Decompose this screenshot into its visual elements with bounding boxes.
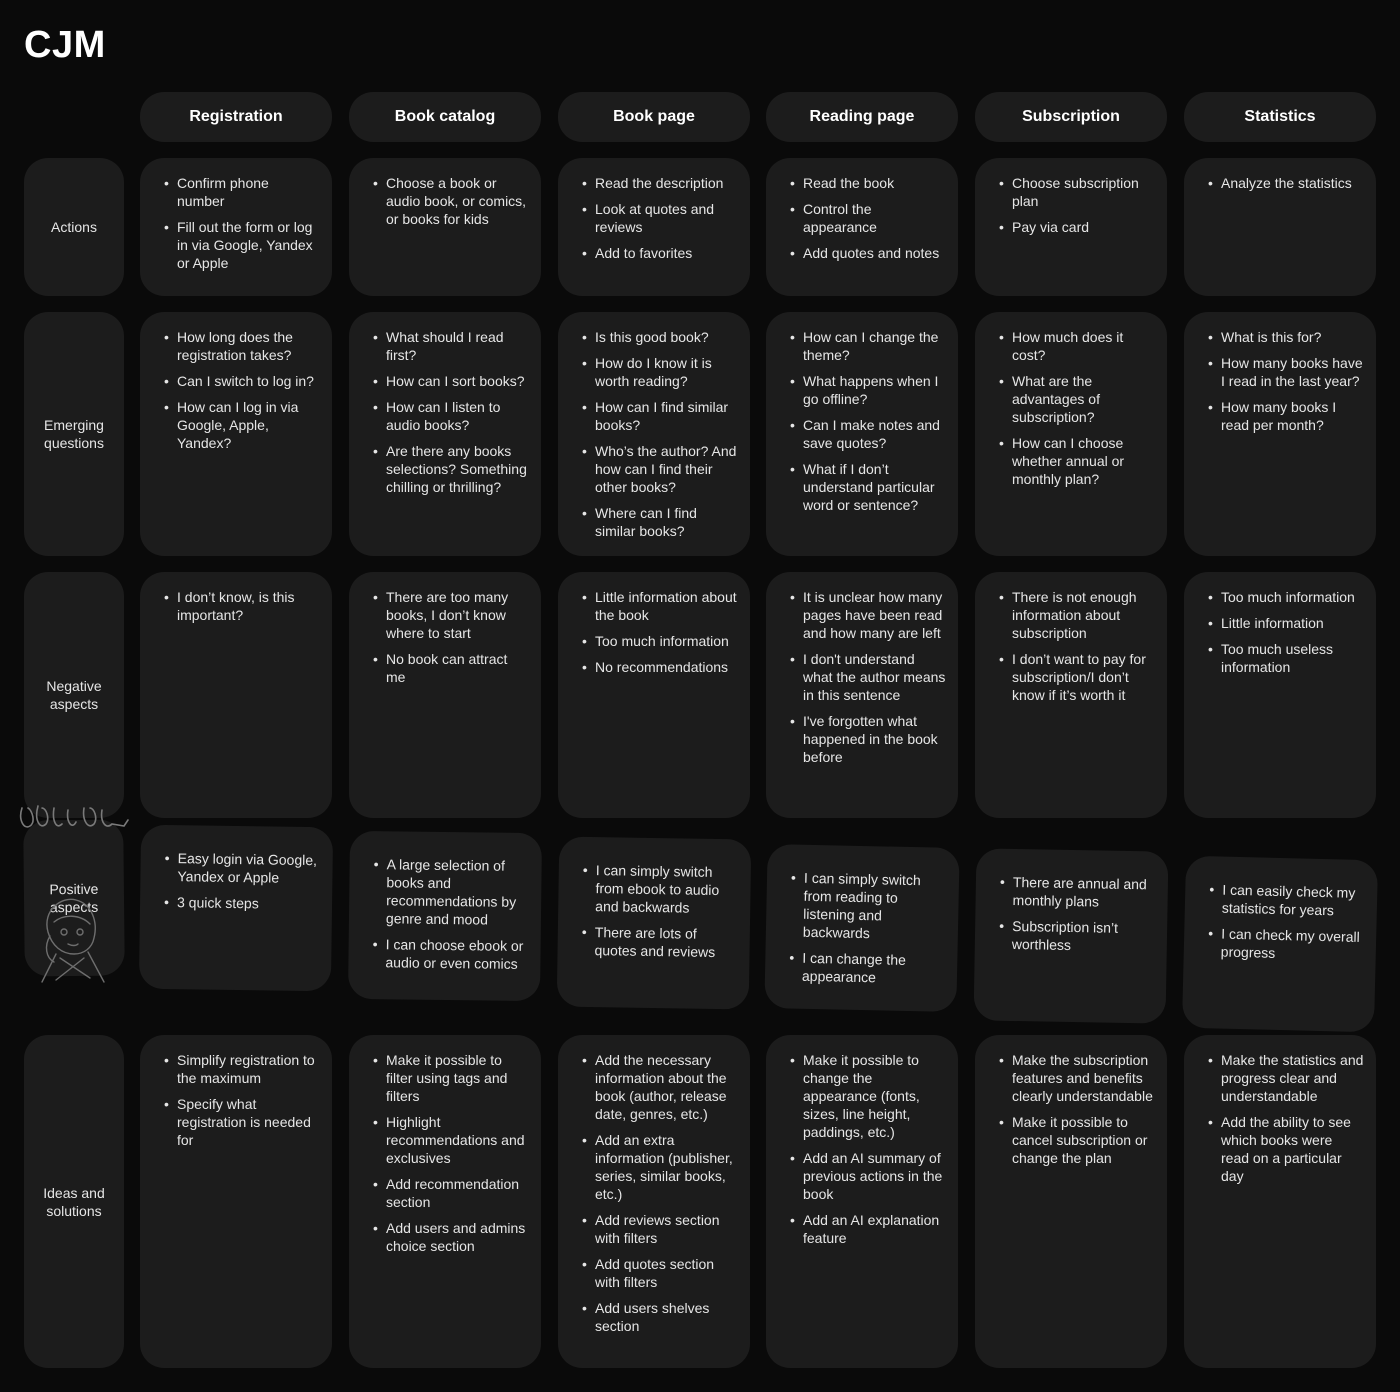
- cell-emerging-questions-registration: [140, 312, 332, 556]
- bullet-list: [1200, 880, 1366, 964]
- page-title: CJM: [24, 24, 106, 66]
- cell-negative-aspects-registration: [140, 572, 332, 818]
- cell-ideas-and-solutions-book-page: [558, 1035, 750, 1368]
- bullet-item: • Pay via card: [991, 218, 1155, 236]
- bullet-item: • There are annual and monthly plans: [991, 873, 1156, 912]
- cell-actions-book-catalog: [349, 158, 541, 296]
- bullet-item: • What happens when I go offline?: [782, 372, 946, 408]
- bullet-item: • Specify what registration is needed for: [156, 1095, 320, 1149]
- cell-negative-aspects-reading-page: [766, 572, 958, 818]
- bullet-item: • Subscription isn’t worthless: [991, 917, 1156, 956]
- bullet-list: [365, 328, 529, 496]
- bullet-item: • I can easily check my statistics for years: [1201, 880, 1366, 920]
- bullet-list: [574, 174, 738, 262]
- bullet-item: • I can choose ebook or audio or even comics: [364, 935, 528, 973]
- bullet-list: [781, 868, 947, 987]
- bullet-list: [782, 328, 946, 514]
- cell-emerging-questions-reading-page: [766, 312, 958, 556]
- bullet-item: • I can check my overall progress: [1200, 924, 1365, 964]
- bullet-item: • Add to favorites: [574, 244, 738, 262]
- bullet-list: [1200, 328, 1364, 434]
- bullet-item: • Is this good book?: [574, 328, 738, 346]
- bullet-item: • Choose subscription plan: [991, 174, 1155, 210]
- bullet-item: • Add the ability to see which books were read on a particular day: [1200, 1113, 1364, 1185]
- bullet-item: • It is unclear how many pages have been read and how many are left: [782, 588, 946, 642]
- bullet-item: • How much does it cost?: [991, 328, 1155, 364]
- bullet-list: [365, 588, 529, 686]
- bullet-item: • How can I choose whether annual or monthly plan?: [991, 434, 1155, 488]
- row-header-label: Negative aspects: [46, 678, 102, 712]
- column-header-book-page: Book page: [558, 92, 750, 142]
- cell-emerging-questions-subscription: [975, 312, 1167, 556]
- column-header-book-catalog: Book catalog: [349, 92, 541, 142]
- bullet-item: • How long does the registration takes?: [156, 328, 320, 364]
- row-header-ideas-and-solutions: [24, 1035, 124, 1368]
- bullet-item: • What should I read first?: [365, 328, 529, 364]
- row-header-label: Emerging questions: [44, 417, 104, 451]
- bullet-list: [991, 328, 1155, 488]
- cell-emerging-questions-book-page: [558, 312, 750, 556]
- bullet-item: • What is this for?: [1200, 328, 1364, 346]
- bullet-item: • Add users and admins choice section: [365, 1219, 529, 1255]
- cell-ideas-and-solutions-book-catalog: [349, 1035, 541, 1368]
- bullet-item: • Make it possible to change the appearance (fonts, sizes, line height, paddings, etc.): [782, 1051, 946, 1141]
- bullet-item: • Are there any books selections? Something chilling or thrilling?: [365, 442, 529, 496]
- bullet-item: • How do I know it is worth reading?: [574, 354, 738, 390]
- bullet-item: • I don’t want to pay for subscription/I don’t know if it’s worth it: [991, 650, 1155, 704]
- cell-ideas-and-solutions-registration: [140, 1035, 332, 1368]
- bullet-item: • Simplify registration to the maximum: [156, 1051, 320, 1087]
- cell-actions-subscription: [975, 158, 1167, 296]
- cell-actions-registration: [140, 158, 332, 296]
- bullet-item: • Add an AI explanation feature: [782, 1211, 946, 1247]
- bullet-item: • Little information about the book: [574, 588, 738, 624]
- bullet-item: • Highlight recommendations and exclusives: [365, 1113, 529, 1167]
- bullet-list: [991, 174, 1155, 236]
- bullet-list: [991, 873, 1156, 956]
- row-header-emerging-questions: [24, 312, 124, 556]
- bullet-list: [574, 1051, 738, 1335]
- row-header-label: Ideas and solutions: [43, 1184, 105, 1219]
- bullet-list: [364, 855, 529, 973]
- bullet-item: • Little information: [1200, 614, 1364, 632]
- bullet-list: [782, 174, 946, 262]
- bullet-item: • Too much information: [574, 632, 738, 650]
- cell-positive-aspects-subscription: [974, 848, 1169, 1023]
- bullet-item: • There is not enough information about subscription: [991, 588, 1155, 642]
- bullet-item: • Easy login via Google, Yandex or Apple: [156, 849, 320, 887]
- bullet-item: • Add recommendation section: [365, 1175, 529, 1211]
- cell-actions-reading-page: [766, 158, 958, 296]
- column-header-reading-page: Reading page: [766, 92, 958, 142]
- bullet-item: • There are too many books, I don’t know where to start: [365, 588, 529, 642]
- bullet-item: • How can I listen to audio books?: [365, 398, 529, 434]
- row-header-label: Positive aspects: [49, 880, 99, 916]
- row-header-negative-aspects: [24, 572, 124, 818]
- bullet-item: • I can simply switch from ebook to audio and backwards: [574, 861, 739, 918]
- character-doodle-icon: [34, 892, 110, 984]
- bullet-item: • Add an AI summary of previous actions in the book: [782, 1149, 946, 1203]
- bullet-item: • Where can I find similar books?: [574, 504, 738, 540]
- cell-emerging-questions-statistics: [1184, 312, 1376, 556]
- bullet-list: [1200, 588, 1364, 676]
- bullet-item: • Add reviews section with filters: [574, 1211, 738, 1247]
- bullet-list: [574, 588, 738, 676]
- bullet-item: • I don't understand what the author means in this sentence: [782, 650, 946, 704]
- bullet-item: • Add an extra information (publisher, series, similar books, etc.): [574, 1131, 738, 1203]
- bullet-list: [782, 588, 946, 766]
- bullet-item: • Add quotes section with filters: [574, 1255, 738, 1291]
- bullet-item: • No book can attract me: [365, 650, 529, 686]
- cell-negative-aspects-statistics: [1184, 572, 1376, 818]
- cell-positive-aspects-reading-page: [764, 844, 959, 1012]
- squiggle-doodle-icon: [16, 800, 132, 836]
- bullet-item: • Too much information: [1200, 588, 1364, 606]
- bullet-item: • Who’s the author? And how can I find their other books?: [574, 442, 738, 496]
- bullet-list: [156, 849, 321, 913]
- bullet-list: [156, 1051, 320, 1149]
- cell-positive-aspects-book-page: [557, 837, 752, 1010]
- cell-positive-aspects-registration: [139, 825, 333, 992]
- bullet-item: • A large selection of books and recommendations by genre and mood: [365, 855, 530, 929]
- bullet-item: • Look at quotes and reviews: [574, 200, 738, 236]
- bullet-list: [991, 588, 1155, 704]
- bullet-item: • How can I sort books?: [365, 372, 529, 390]
- bullet-item: • Choose a book or audio book, or comics, or books for kids: [365, 174, 529, 228]
- bullet-list: [573, 861, 739, 962]
- bullet-item: • Analyze the statistics: [1200, 174, 1364, 192]
- bullet-item: • How can I log in via Google, Apple, Yandex?: [156, 398, 320, 452]
- bullet-item: • Add quotes and notes: [782, 244, 946, 262]
- bullet-list: [156, 588, 320, 624]
- bullet-item: • I can change the appearance: [781, 948, 946, 987]
- bullet-item: • I don’t know, is this important?: [156, 588, 320, 624]
- bullet-item: • Make it possible to cancel subscription or change the plan: [991, 1113, 1155, 1167]
- cell-negative-aspects-book-page: [558, 572, 750, 818]
- bullet-item: • How can I change the theme?: [782, 328, 946, 364]
- bullet-item: • Add users shelves section: [574, 1299, 738, 1335]
- bullet-item: • I've forgotten what happened in the book before: [782, 712, 946, 766]
- bullet-item: • Confirm phone number: [156, 174, 320, 210]
- bullet-item: • 3 quick steps: [156, 893, 320, 913]
- bullet-item: • Control the appearance: [782, 200, 946, 236]
- bullet-list: [1200, 1051, 1364, 1185]
- bullet-item: • Too much useless information: [1200, 640, 1364, 676]
- cell-negative-aspects-subscription: [975, 572, 1167, 818]
- column-header-statistics: Statistics: [1184, 92, 1376, 142]
- bullet-item: • Can I switch to log in?: [156, 372, 320, 390]
- column-header-subscription: Subscription: [975, 92, 1167, 142]
- bullet-list: [574, 328, 738, 540]
- cell-negative-aspects-book-catalog: [349, 572, 541, 818]
- bullet-list: [991, 1051, 1155, 1167]
- bullet-list: [365, 174, 529, 228]
- bullet-item: • Make the statistics and progress clear and understandable: [1200, 1051, 1364, 1105]
- row-header-label: Actions: [51, 219, 97, 235]
- bullet-item: • There are lots of quotes and reviews: [573, 923, 738, 962]
- bullet-item: • Fill out the form or log in via Google, Yandex or Apple: [156, 218, 320, 272]
- bullet-item: • Make the subscription features and benefits clearly understandable: [991, 1051, 1155, 1105]
- cell-actions-statistics: [1184, 158, 1376, 296]
- row-header-actions: [24, 158, 124, 296]
- bullet-item: • I can simply switch from reading to listening and backwards: [782, 868, 947, 943]
- bullet-list: [782, 1051, 946, 1247]
- bullet-item: • Can I make notes and save quotes?: [782, 416, 946, 452]
- bullet-item: • Make it possible to filter using tags and filters: [365, 1051, 529, 1105]
- bullet-item: • How can I find similar books?: [574, 398, 738, 434]
- cell-ideas-and-solutions-statistics: [1184, 1035, 1376, 1368]
- bullet-list: [156, 174, 320, 272]
- bullet-item: • How many books I read per month?: [1200, 398, 1364, 434]
- bullet-list: [1200, 174, 1364, 192]
- cell-emerging-questions-book-catalog: [349, 312, 541, 556]
- bullet-item: • What if I don’t understand particular word or sentence?: [782, 460, 946, 514]
- bullet-list: [156, 328, 320, 452]
- cell-positive-aspects-book-catalog: [348, 831, 542, 1001]
- bullet-list: [365, 1051, 529, 1255]
- bullet-item: • Add the necessary information about the book (author, release date, genres, etc.): [574, 1051, 738, 1123]
- cell-actions-book-page: [558, 158, 750, 296]
- bullet-item: • Read the description: [574, 174, 738, 192]
- cell-positive-aspects-statistics: [1182, 856, 1378, 1033]
- cell-ideas-and-solutions-reading-page: [766, 1035, 958, 1368]
- bullet-item: • No recommendations: [574, 658, 738, 676]
- column-header-registration: Registration: [140, 92, 332, 142]
- cell-ideas-and-solutions-subscription: [975, 1035, 1167, 1368]
- bullet-item: • How many books have I read in the last year?: [1200, 354, 1364, 390]
- bullet-item: • What are the advantages of subscription?: [991, 372, 1155, 426]
- bullet-item: • Read the book: [782, 174, 946, 192]
